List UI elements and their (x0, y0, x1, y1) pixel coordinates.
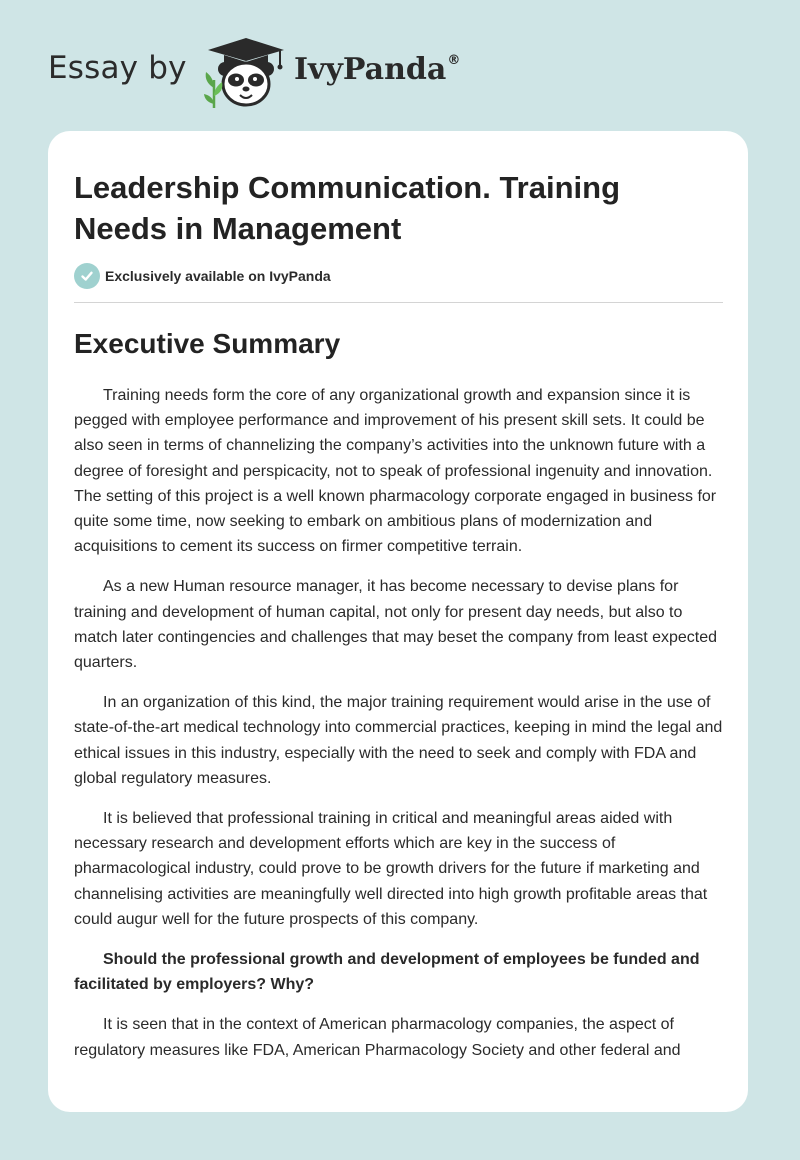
exclusive-badge (74, 263, 331, 289)
divider (74, 302, 723, 303)
exclusive-label: Exclusively available on IvyPanda (105, 268, 331, 284)
registered-mark: ® (447, 53, 461, 68)
essay-card (48, 131, 748, 1112)
brand-wordmark: IvyPanda (294, 52, 447, 87)
site-header (0, 0, 800, 130)
essay-body (74, 383, 724, 1078)
paragraph: Training needs form the core of any organizational growth and expansion since it is pegged with employee performance and improvement of his present skill sets. It could be also seen in terms of channelizing the company’s activities into the unknown future with a degree of foresight and perspicacity, not to speak of professional ingenuity and innovation. The setting of this project is a well known pharmacology corporate engaged in business for quite some time, now seeking to embark on ambitious plans of modernization and acquisitions to cement its success on firmer competitive terrain. (74, 387, 717, 556)
section-heading: Executive Summary (74, 328, 341, 359)
page-title: Leadership Communication. Training Needs in Management (74, 170, 621, 246)
paragraph: As a new Human resource manager, it has become necessary to devise plans for training and development of human capital, not only for present day needs, but also to match later contingencies and challenges that may beset the company from least expected quarters. (74, 578, 718, 672)
paragraph: It is seen that in the context of American pharmacology companies, the aspect of regulatory measures like FDA, American Pharmacology Society and other federal and (74, 1016, 681, 1059)
paragraph: It is believed that professional training in critical and meaningful areas aided with necessary research and development efforts which are key in the success of pharmacological industry, could prove to be growth drivers for the future if marketing and channelising activities are meaningfully well directed into high growth profitable areas that could augur well for the future prospects of this company. (74, 810, 708, 928)
panda-graduate-icon[interactable] (200, 36, 292, 110)
check-icon (74, 263, 100, 289)
question-paragraph: Should the professional growth and development of employees be funded and facilitated by employers? Why? (74, 951, 700, 994)
paragraph: In an organization of this kind, the major training requirement would arise in the use of state-of-the-art medical technology into commercial practices, keeping in mind the legal and ethical issues in this industry, especially with the need to seek and comply with FDA and global regulatory measures. (74, 694, 723, 787)
brand-name[interactable] (294, 52, 460, 87)
essay-by-label: Essay by (48, 50, 187, 86)
